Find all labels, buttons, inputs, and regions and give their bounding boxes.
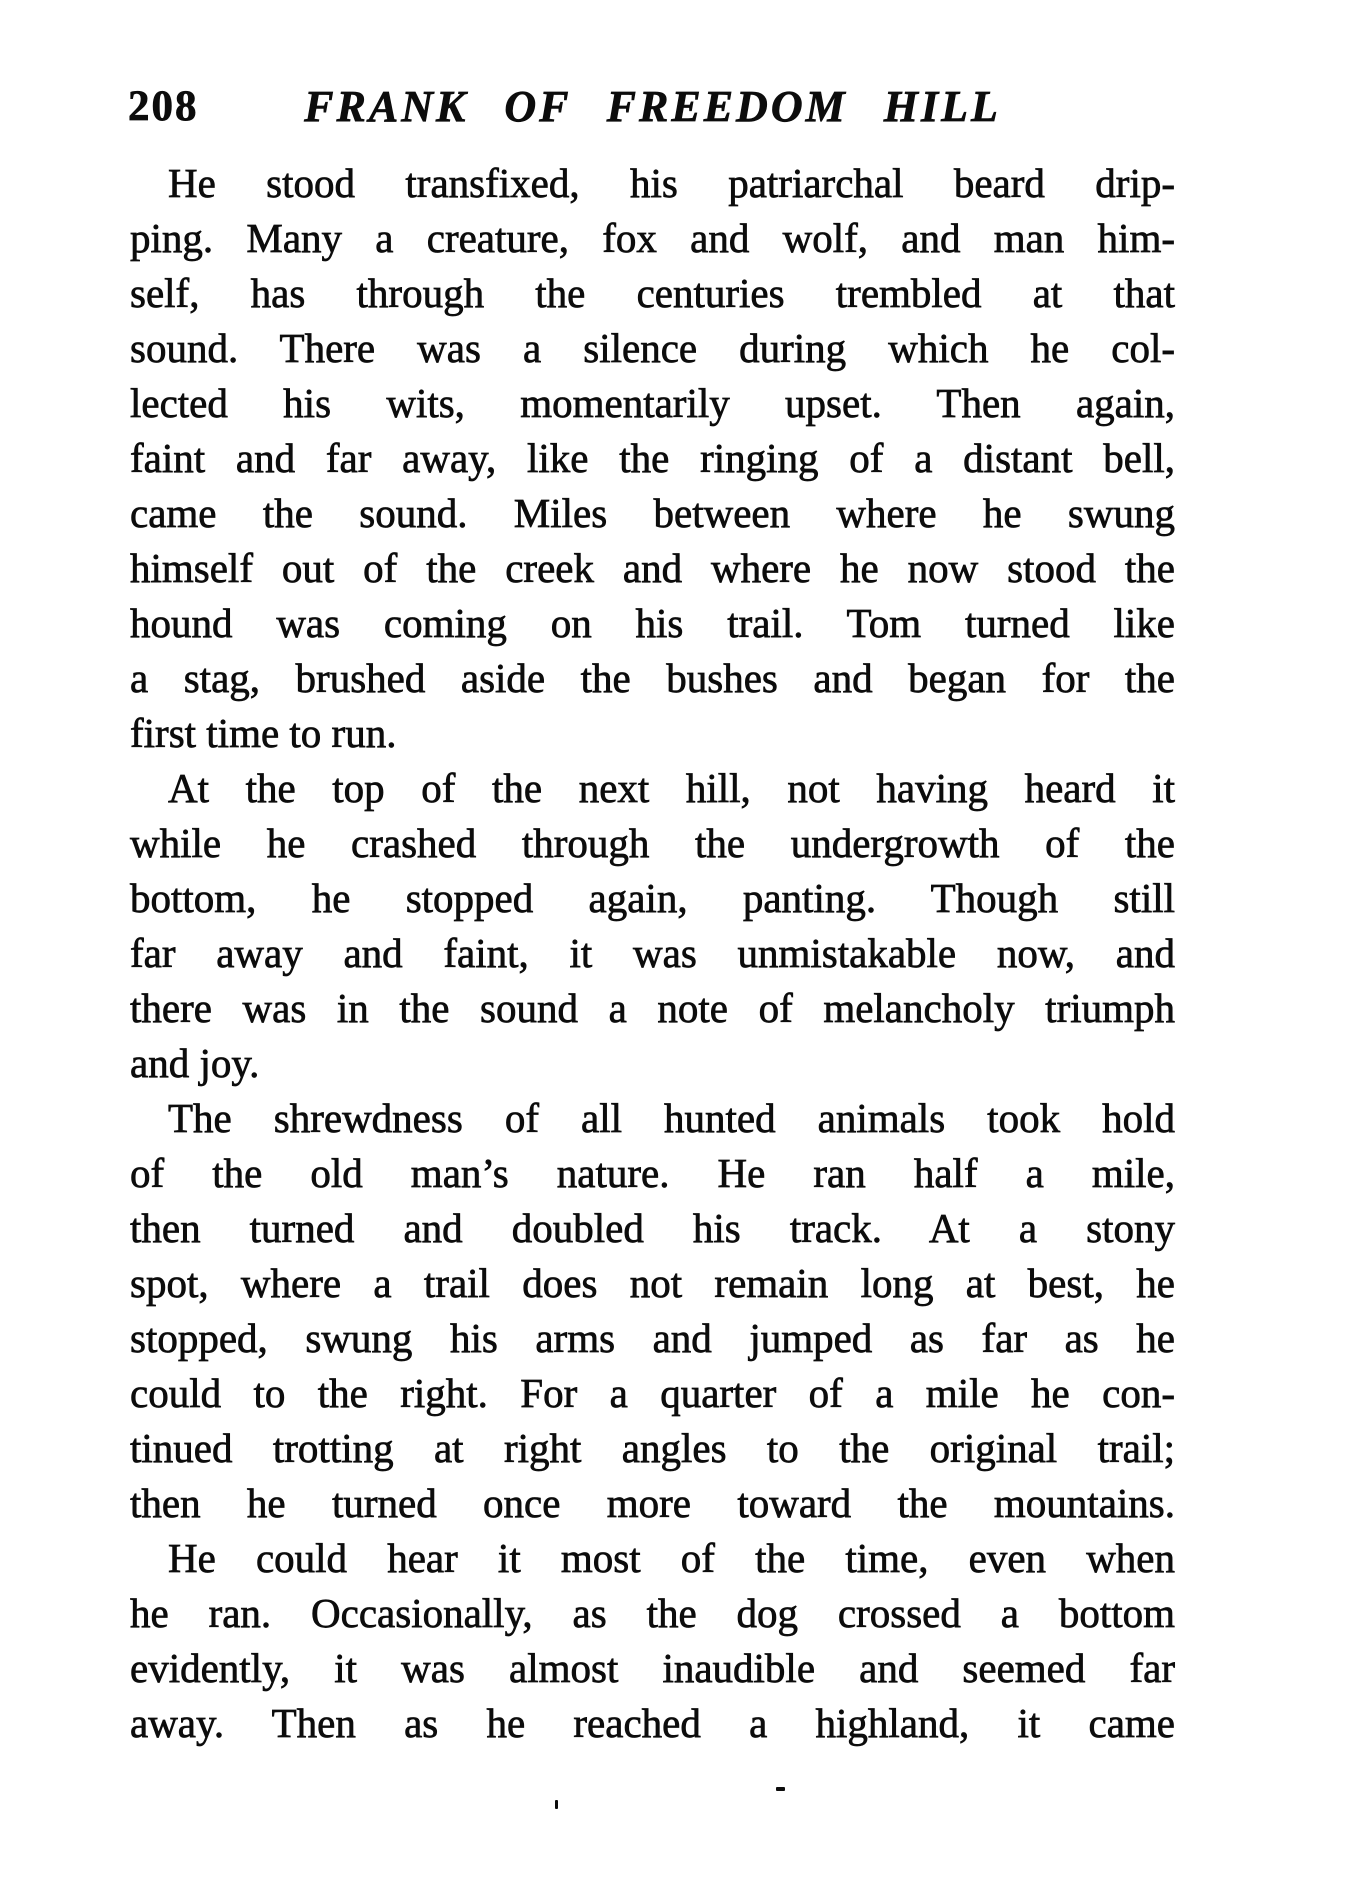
text-line: could to the right. For a quarter of a mile he con- — [130, 1370, 1175, 1416]
text-line: evidently, it was almost inaudible and seemed far — [130, 1645, 1175, 1691]
text-line: he ran. Occasionally, as the dog crossed a bottom — [130, 1590, 1175, 1636]
text-line: sound. There was a silence during which he col- — [130, 325, 1175, 371]
page-number: 208 — [128, 83, 199, 130]
body-text — [130, 156, 1175, 1751]
text-line: and joy. — [130, 1040, 260, 1086]
running-title: FRANK OF FREEDOM HILL — [304, 82, 1001, 131]
text-line: there was in the sound a note of melancholy triumph — [130, 985, 1175, 1031]
text-line: came the sound. Miles between where he swung — [130, 490, 1175, 536]
text-line: He could hear it most of the time, even when — [168, 1535, 1175, 1581]
text-line: bottom, he stopped again, panting. Though still — [130, 875, 1175, 921]
text-line: of the old man’s nature. He ran half a mile, — [130, 1150, 1175, 1196]
text-line: away. Then as he reached a highland, it came — [130, 1700, 1175, 1746]
paragraph — [130, 761, 1175, 1091]
page-header — [130, 84, 1175, 134]
ink-speck — [555, 1800, 558, 1809]
text-line: hound was coming on his trail. Tom turned like — [130, 600, 1175, 646]
text-line: self, has through the centuries trembled at that — [130, 270, 1175, 316]
text-line: then he turned once more toward the mountains. — [130, 1480, 1175, 1526]
text-line: ping. Many a creature, fox and wolf, and man him- — [130, 215, 1175, 261]
text-line: stopped, swung his arms and jumped as far as he — [130, 1315, 1175, 1361]
text-line: faint and far away, like the ringing of a distant bell, — [130, 435, 1175, 481]
text-line: while he crashed through the undergrowth of the — [130, 820, 1175, 866]
paragraph — [130, 1531, 1175, 1751]
text-line: himself out of the creek and where he now stood the — [130, 545, 1175, 591]
text-line: tinued trotting at right angles to the original trail; — [130, 1425, 1175, 1471]
text-line: The shrewdness of all hunted animals took hold — [168, 1095, 1175, 1141]
paragraph — [130, 156, 1175, 761]
text-line: At the top of the next hill, not having heard it — [168, 765, 1175, 811]
ink-speck — [776, 1787, 785, 1791]
text-line: first time to run. — [130, 710, 397, 756]
text-line: spot, where a trail does not remain long at best, he — [130, 1260, 1175, 1306]
text-line: He stood transfixed, his patriarchal beard drip- — [168, 160, 1175, 206]
text-line: a stag, brushed aside the bushes and began for the — [130, 655, 1175, 701]
text-line: then turned and doubled his track. At a stony — [130, 1205, 1175, 1251]
paragraph — [130, 1091, 1175, 1531]
text-line: lected his wits, momentarily upset. Then again, — [130, 380, 1175, 426]
text-line: far away and faint, it was unmistakable now, and — [130, 930, 1175, 976]
